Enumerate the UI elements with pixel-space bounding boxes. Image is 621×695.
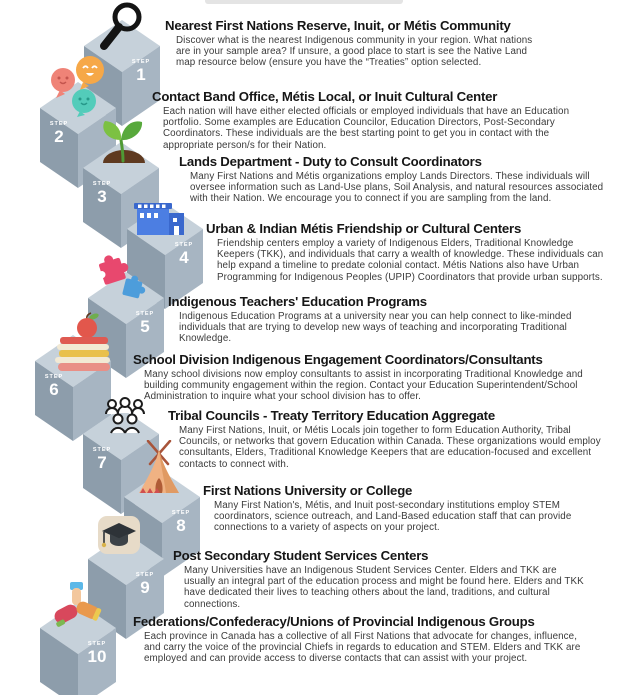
step-title: Lands Department - Duty to Consult Coordinators — [179, 154, 482, 169]
step-entry-5 — [168, 295, 611, 345]
step-word: STEP — [174, 242, 194, 248]
step-number: 1 — [136, 65, 146, 84]
step-entry-10 — [133, 615, 596, 665]
step-title: Post Secondary Student Services Centers — [173, 548, 429, 563]
step-number: 3 — [97, 187, 107, 206]
step-word: STEP — [49, 121, 69, 127]
step-description: Many First Nations, Inuit, or Métis Locals join together to form Education Authority, Tribal Councils, or networks that govern Education within Canada. These organizations would employ consultants, Elders, Traditional Knowledge Keepers that are education-focused and excellent contacts to connect with. — [179, 425, 601, 470]
step-word: STEP — [92, 447, 112, 453]
step-description: Many First Nation's, Métis, and Inuit post-secondary institutions employ STEM coordinators, science outreach, and Land-Based education staff that can provide connections to a variety of aspects on your project. — [214, 500, 572, 534]
step-entry-6 — [133, 353, 610, 403]
step-description: Many school divisions now employ consultants to assist in incorporating Traditional Knowledge and building community engagement within the region. Contact your Education Superintendent/School Administration to inquire what your school division has to offer. — [144, 369, 583, 403]
step-title: Federations/Confederacy/Unions of Provincial Indigenous Groups — [133, 614, 535, 629]
books-and-apple-icon — [50, 312, 116, 374]
step-entry-8 — [203, 484, 600, 534]
step-description: Many Universities have an Indigenous Student Services Center. Elders and TKK are usually an integral part of the education process and might be found here. Elders and TKK have dedicated their lives to teaching others about the land, traditions, and cultural connections. — [184, 565, 584, 610]
step-description: Each nation will have either elected officials or employed individuals that have an Education portfolio. Some examples are Education Councilor, Education Directors, Post-Secondary Coordinators. These individuals are the best starting point to get you in contact with the appropriate person/s for their Nation. — [163, 106, 570, 151]
step-entry-7 — [168, 409, 613, 470]
step-number: 9 — [140, 578, 150, 597]
step-word: STEP — [44, 374, 64, 380]
graduation-cap-icon — [97, 514, 141, 556]
step-title: Contact Band Office, Métis Local, or Inuit Cultural Center — [152, 89, 498, 104]
step-number: 7 — [97, 453, 107, 472]
step-number: 5 — [140, 317, 150, 336]
step-word: STEP — [131, 59, 151, 65]
building-icon — [134, 199, 184, 238]
step-entry-2 — [152, 90, 583, 151]
step-word: STEP — [87, 641, 107, 647]
step-title: School Division Indigenous Engagement Coordinators/Consultants — [133, 352, 543, 367]
step-description: Many First Nations and Métis organizations employ Lands Directors. These individuals will oversee information such as Land-Use plans, Soil Analysis, and natural resources associated with their Nation. We encourage you to connect if you are sampling from the land. — [190, 171, 604, 205]
step-entry-9 — [173, 549, 588, 610]
step-word: STEP — [135, 311, 155, 317]
step-title: Tribal Councils - Treaty Territory Education Aggregate — [168, 408, 496, 423]
step-description: Discover what is the nearest Indigenous community in your region. What nations are in your sample area? If unsure, a good place to start is see the Native Land map resource below (ensure you have the “Treaties” option selected. — [176, 35, 533, 69]
step-title: Indigenous Teachers' Education Programs — [168, 294, 427, 309]
step-description: Each province in Canada has a collective of all First Nations that advocate for changes, influence, and carry the voice of the provincial Chiefs in regards to education and STEM. Elders and TKK are employed and can provide access to diverse contacts that can assist with your project. — [144, 631, 581, 665]
step-title: Nearest First Nations Reserve, Inuit, or Métis Community — [165, 18, 511, 33]
people-group-icon — [101, 397, 149, 435]
joining-hands-icon — [50, 581, 102, 633]
step-entry-4 — [206, 222, 605, 283]
step-word: STEP — [92, 181, 112, 187]
step-description: Indigenous Education Programs at a university near you can help connect to like-minded individuals that are trying to develop new ways of teaching and incorporating Traditional Knowledge. — [179, 311, 572, 345]
puzzle-pieces-icon — [93, 252, 149, 300]
chat-bubbles-icon — [50, 55, 116, 117]
step-number: 2 — [54, 127, 64, 146]
step-entry-1 — [165, 19, 534, 69]
cropped-top-bar — [205, 0, 403, 4]
magnifying-glass-icon — [96, 0, 146, 52]
step-entry-3 — [179, 155, 614, 205]
step-number: 10 — [87, 647, 107, 666]
step-number: 4 — [179, 248, 189, 267]
teepee-icon — [136, 440, 182, 497]
step-number: 8 — [176, 516, 186, 535]
step-description: Friendship centers employ a variety of Indigenous Elders, Traditional Knowledge Keepers (TKK), and individuals that carry a wealth of knowledge. These individuals can help expand a timeline to predate colonial contact. Métis Nations also have Urban Programming for Indigenous Peoples (UPIP) Coordinators that provide urban supports. — [217, 238, 604, 283]
step-word: STEP — [135, 572, 155, 578]
step-word: STEP — [171, 510, 191, 516]
step-title: First Nations University or College — [203, 483, 413, 498]
step-number: 6 — [49, 380, 59, 399]
sprout-icon — [98, 116, 150, 166]
step-title: Urban & Indian Métis Friendship or Cultural Centers — [206, 221, 522, 236]
